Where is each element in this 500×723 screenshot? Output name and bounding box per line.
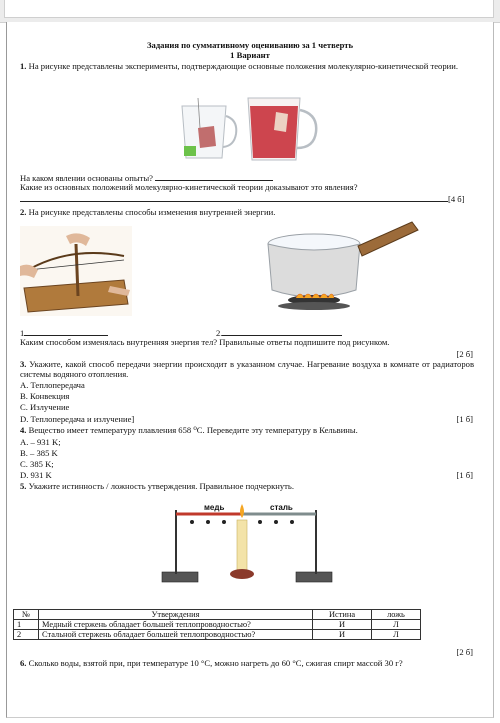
q3-statement: Укажите, какой способ передачи энергии происходит в указанном случае. Нагревание воздуха в комнате от радиаторов системы водяного отопления. — [20, 359, 475, 379]
copper-tack-1 — [190, 520, 194, 524]
q2-answer-line-1[interactable] — [24, 327, 108, 336]
q1-question-1-text: На каком явлении основаны опыты? — [20, 173, 153, 183]
steel-tack-3 — [290, 520, 294, 524]
steel-tack-1 — [258, 520, 262, 524]
q3-option-c: C. Излучение — [20, 402, 70, 412]
copper-tack-2 — [206, 520, 210, 524]
q3-option-a: A. Теплопередача — [20, 380, 85, 390]
q1-statement: На рисунке представлены эксперименты, подтверждающие основные положения молекулярно-кинетической теории. — [28, 61, 458, 71]
q4-option-c: C. 385 K; — [20, 459, 54, 469]
q3-option-d: D. Теплопередача и излучение] — [20, 414, 135, 424]
row-1-number: 1 — [14, 620, 39, 630]
q2-number: 2. — [20, 207, 27, 217]
q2-text — [20, 207, 275, 217]
fire-drill-illustration — [20, 226, 132, 316]
q2-question: Каким способом изменялась внутренняя энергия тел? Правильные ответы подпишите под рисунком. — [20, 337, 390, 347]
q5-statement: Укажите истинность / ложность утверждения. Правильное подчеркнуть. — [28, 481, 294, 491]
table-header-number: № — [14, 610, 39, 620]
q2-blank-1-number: 1 — [20, 328, 25, 338]
candle-body — [237, 520, 247, 570]
q4-text — [20, 425, 358, 435]
q1-answer-line-1[interactable] — [155, 172, 273, 181]
previous-page-edge — [4, 0, 494, 18]
q4-statement: Вещество имеет температуру плавления 658 ⁰С. Переведите эту температуру в Кельвины. — [28, 425, 358, 435]
q2-answer-line-2[interactable] — [222, 327, 342, 336]
rods-experiment-illustration — [156, 496, 336, 590]
pan-handle — [358, 222, 418, 256]
q2-statement: На рисунке представлены способы изменения внутренней энергии. — [28, 207, 276, 217]
q1-number: 1. — [20, 61, 27, 71]
row-2-number: 2 — [14, 630, 39, 640]
copper-label: медь — [204, 503, 225, 512]
table-header-row — [14, 610, 421, 620]
left-stand-base — [162, 572, 198, 582]
q3-option-b: B. Конвекция — [20, 391, 70, 401]
row-1-false-choice[interactable]: Л — [372, 620, 421, 630]
right-tea-bag-tag — [274, 112, 288, 132]
q4-option-a: A. – 931 K; — [20, 437, 61, 447]
table-header-true: Истина — [313, 610, 372, 620]
row-2-statement: Стальной стержень обладает большей теплопроводностью? — [39, 630, 313, 640]
table-header-false: ложь — [372, 610, 421, 620]
viewer-toolbar — [0, 0, 500, 23]
steel-tack-2 — [274, 520, 278, 524]
q5-score: [2 б] — [456, 647, 473, 657]
q2-score: [2 б] — [456, 349, 473, 359]
row-1-true-choice[interactable]: И — [313, 620, 372, 630]
document-title: Задания по суммативному оцениванию за 1 четверть — [146, 40, 353, 50]
q3-score: [1 б] — [456, 414, 473, 424]
candle-holder — [230, 569, 254, 579]
row-2-true-choice[interactable]: И — [313, 630, 372, 640]
q5-number: 5. — [20, 481, 27, 491]
q4-score: [1 б] — [456, 470, 473, 480]
q1-question-2: Какие из основных положений молекулярно-кинетической теории доказывают это явления? — [20, 182, 358, 192]
q6-text — [20, 658, 403, 668]
q4-number: 4. — [20, 425, 27, 435]
right-stand-base — [296, 572, 332, 582]
table-header-statement: Утверждения — [39, 610, 313, 620]
q6-statement: Сколько воды, взятой при, при температуре 10 °С, можно нагреть до 60 °С, сжигая спирт массой 30 г? — [28, 658, 403, 668]
stove-top — [278, 302, 350, 310]
pan-on-stove-illustration — [262, 216, 422, 316]
statements-table — [13, 609, 421, 640]
q1-text — [20, 61, 474, 71]
q6-number: 6. — [20, 658, 27, 668]
q1-answer-line-2[interactable] — [20, 193, 448, 202]
pan-body — [268, 244, 360, 297]
q4-option-b: B. – 385 K — [20, 448, 58, 458]
q4-option-d: D. 931 K — [20, 470, 52, 480]
variant-label: 1 Вариант — [230, 50, 270, 60]
drill-stick — [76, 244, 78, 296]
table-row — [14, 620, 421, 630]
q2-blank-2-number: 2. — [216, 328, 223, 338]
row-2-false-choice[interactable]: Л — [372, 630, 421, 640]
left-tea-bag — [198, 126, 216, 148]
q1-answer-row — [20, 193, 465, 204]
q3-number: 3. — [20, 359, 27, 369]
table-row — [14, 630, 421, 640]
right-glass-handle — [297, 110, 316, 148]
row-1-statement: Медный стержень обладает большей теплопроводностью? — [39, 620, 313, 630]
q3-text — [20, 359, 474, 379]
q5-text — [20, 481, 294, 491]
right-glass-tea — [250, 106, 298, 158]
steel-label: сталь — [270, 503, 293, 512]
candle-flame — [240, 504, 244, 518]
q1-score: [4 б] — [448, 194, 465, 204]
tea-glasses-illustration — [176, 92, 326, 164]
left-tea-tag — [184, 146, 196, 156]
copper-tack-3 — [222, 520, 226, 524]
